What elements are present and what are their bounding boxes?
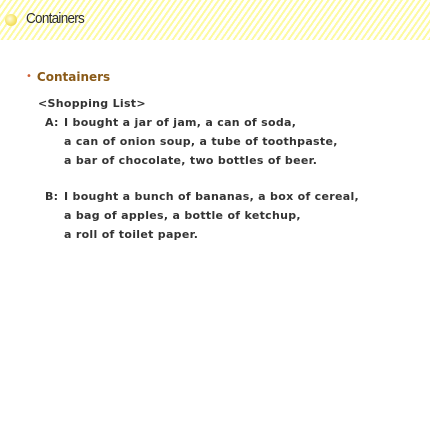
entry-line: a roll of toilet paper.: [64, 228, 199, 241]
entry-label: A:: [45, 116, 59, 129]
section-heading: [26, 70, 110, 84]
list-entry-b: [45, 187, 359, 244]
shopping-list: [38, 94, 359, 244]
entry-line: I bought a jar of jam, a can of soda,: [64, 116, 297, 129]
entry-line: a bar of chocolate, two bottles of beer.: [64, 154, 318, 167]
page-title: Containers: [26, 10, 85, 27]
entry-line: I bought a bunch of bananas, a box of cereal,: [64, 190, 359, 203]
header-dot-icon: [5, 14, 17, 26]
entry-text: [64, 187, 359, 244]
entry-label: B:: [45, 190, 59, 203]
bullet-icon: •: [26, 71, 32, 82]
entry-spacer: [38, 170, 359, 187]
page-header: [0, 0, 430, 40]
entry-text: [64, 113, 338, 170]
list-entry-a: [45, 113, 359, 170]
entry-line: a bag of apples, a bottle of ketchup,: [64, 209, 301, 222]
list-title: <Shopping List>: [38, 97, 146, 110]
entry-line: a can of onion soup, a tube of toothpaste,: [64, 135, 338, 148]
section-title: Containers: [36, 70, 111, 84]
